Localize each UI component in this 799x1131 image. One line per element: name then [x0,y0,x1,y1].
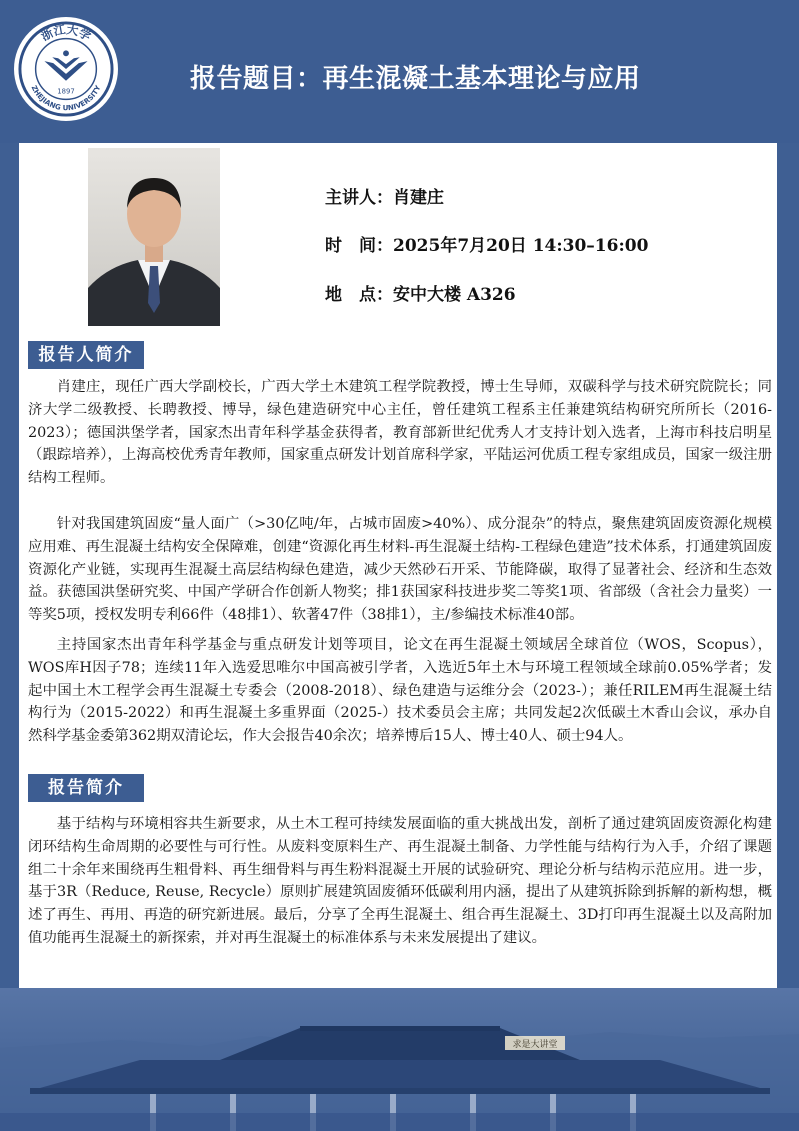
bio-paragraph: 主持国家杰出青年科学基金与重点研发计划等项目，论文在再生混凝土领域居全球首位（WOS，Scopus），WOS库H因子78；连续11年入选爱思唯尔中国高被引学者，入选近5年土木与环境工程领域全球前0.05%学者；发起中国土木工程学会再生混凝土专委会（2008-2018）、绿色建造与运维分会（2023-）；兼任RILEM再生混凝土结构行为（2015-2022）和再生混凝土多重界面（2025-）技术委员会主席；共同发起2次低碳土木香山会议，承办自然科学基金委第362期双清论坛，作大会报告40余次；培养博后15人、博士40人、硕士94人。 [28,637,772,745]
talk-location: 地 点：安中大楼 A326 [325,285,516,305]
talk-time: 时 间：2025年7月20日 14:30–16:00 [325,236,649,256]
header-banner [0,0,799,143]
zhejiang-university-seal-icon [14,17,118,121]
svg-text:浙江大学: 浙江大学 [38,22,94,44]
abstract-heading: 报告简介 [28,774,144,802]
campus-building-photo-icon [0,988,799,1131]
speaker-name: 主讲人：肖建庄 [325,188,444,208]
svg-text:求是大讲堂: 求是大讲堂 [512,1040,558,1050]
speaker-photo [88,148,220,326]
abstract-paragraph: 基于结构与环境相容共生新要求，从土木工程可持续发展面临的重大挑战出发，剖析了通过建筑固废资源化构建闭环结构生命周期的必要性与可行性。从废料变原料生产、再生混凝土制备、力学性能与结构行为入手，介绍了课题组二十余年来围绕再生粗骨料、再生细骨料与再生粉料混凝土开展的试验研究、理论分析与结构示范应用。进一步，基于3R（Reduce, Reuse, Recycle）原则扩展建筑固废循环低碳利用内涵，提出了从建筑拆除到拆解的新构想，概述了再生、再用、再造的研究新进展。最后，分享了全再生混凝土、组合再生混凝土、3D打印再生混凝土以及高附加值功能再生混凝土的新探索，并对再生混凝土的标准体系与未来发展提出了建议。 [28,816,772,946]
bio-heading: 报告人简介 [28,341,144,369]
page-title: 报告题目：再生混凝土基本理论与应用 [190,64,641,94]
speaker-portrait-icon [88,148,220,326]
bio-paragraph: 肖建庄，现任广西大学副校长，广西大学土木建筑工程学院教授，博士生导师，双碳科学与技术研究院院长；同济大学二级教授、长聘教授、博导，绿色建造研究中心主任，曾任建筑工程系主任兼建筑结构研究所所长（2016-2023）；德国洪堡学者，国家杰出青年科学基金获得者，教育部新世纪优秀人才支持计划入选者，上海市科技启明星（跟踪培养），上海高校优秀青年教师，国家重点研发计划首席科学家，平陆运河优质工程专家组成员，国家一级注册结构工程师。 [28,379,772,487]
bio-paragraph: 针对我国建筑固废“量人面广（>30亿吨/年，占城市固废>40%）、成分混杂”的特点，聚焦建筑固废资源化规模应用难、再生混凝土结构安全保障难，创建“资源化再生材料-再生混凝土结构-工程绿色建造”技术体系，打通建筑固废资源化产业链，实现再生混凝土高层结构绿色建造，减少天然砂石开采、节能降碳，取得了显著社会、经济和生态效益。获德国洪堡研究奖、中国产学研合作创新人物奖；排1获国家科技进步奖二等奖1项、省部级（含社会力量奖）一等奖5项，授权发明专利66件（48排1）、软著47件（38排1），主/参编技术标准40部。 [28,516,772,624]
svg-text:1897: 1897 [57,87,75,96]
svg-text:ZHEJIANG UNIVERSITY: ZHEJIANG UNIVERSITY [29,83,103,113]
